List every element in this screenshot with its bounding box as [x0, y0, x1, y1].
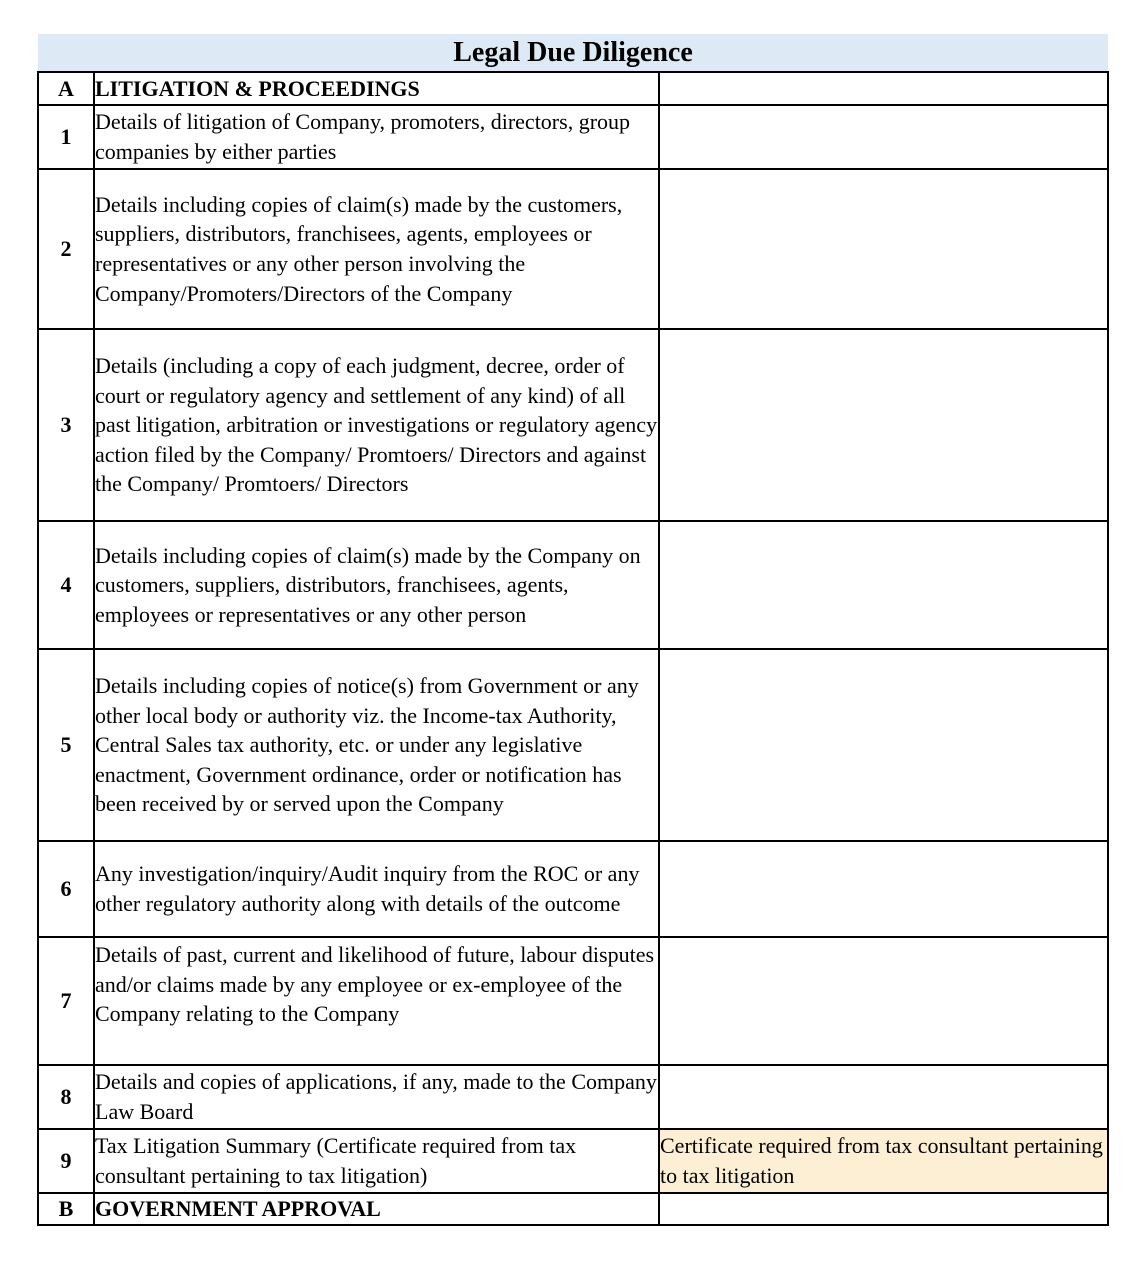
- row-number: 1: [38, 105, 94, 169]
- row-description: Details of past, current and likelihood of future, labour disputes and/or claims made by any employee or ex-employee of the Company relating to the Company: [94, 937, 659, 1065]
- table-row: [38, 1129, 1108, 1193]
- response-cell[interactable]: [659, 105, 1108, 169]
- row-number: 9: [38, 1129, 94, 1193]
- response-cell[interactable]: [659, 169, 1108, 329]
- response-cell[interactable]: [659, 649, 1108, 841]
- table-row: [38, 937, 1108, 1065]
- due-diligence-table: [37, 71, 1109, 1226]
- response-cell[interactable]: [659, 521, 1108, 649]
- section-heading: GOVERNMENT APPROVAL: [94, 1193, 659, 1225]
- response-cell[interactable]: [659, 329, 1108, 521]
- table-row: [38, 841, 1108, 937]
- row-description: Details of litigation of Company, promoters, directors, group companies by either parties: [94, 105, 659, 169]
- response-cell[interactable]: [659, 1193, 1108, 1225]
- response-cell-note[interactable]: Certificate required from tax consultant pertaining to tax litigation: [659, 1129, 1108, 1193]
- row-number: 4: [38, 521, 94, 649]
- row-description: Details and copies of applications, if any, made to the Company Law Board: [94, 1065, 659, 1129]
- row-number: 3: [38, 329, 94, 521]
- row-description: Any investigation/inquiry/Audit inquiry from the ROC or any other regulatory authority along with details of the outcome: [94, 841, 659, 937]
- table-row: [38, 169, 1108, 329]
- section-row-government-approval: [38, 1193, 1108, 1225]
- row-description: Details (including a copy of each judgment, decree, order of court or regulatory agency and settlement of any kind) of all past litigation, arbitration or investigations or regulatory agency action filed by the Company/ Promtoers/ Directors and against the Company/ Promtoers/ Directors: [94, 329, 659, 521]
- row-number: 2: [38, 169, 94, 329]
- table-row: [38, 1065, 1108, 1129]
- row-number: 5: [38, 649, 94, 841]
- row-description: Details including copies of claim(s) made by the Company on customers, suppliers, distributors, franchisees, agents, employees or representatives or any other person: [94, 521, 659, 649]
- row-description: Details including copies of notice(s) from Government or any other local body or authority viz. the Income-tax Authority, Central Sales tax authority, etc. or under any legislative enactment, Government ordinance, order or notification has been received by or served upon the Company: [94, 649, 659, 841]
- table-row: [38, 329, 1108, 521]
- table-row: [38, 521, 1108, 649]
- response-cell[interactable]: [659, 937, 1108, 1065]
- row-number: 6: [38, 841, 94, 937]
- row-description: Tax Litigation Summary (Certificate required from tax consultant pertaining to tax litigation): [94, 1129, 659, 1193]
- row-number: 7: [38, 937, 94, 1065]
- row-number: 8: [38, 1065, 94, 1129]
- response-cell[interactable]: [659, 841, 1108, 937]
- section-code: B: [38, 1193, 94, 1225]
- section-code: A: [38, 72, 94, 105]
- page-title: Legal Due Diligence: [38, 34, 1108, 71]
- section-heading: LITIGATION & PROCEEDINGS: [94, 72, 659, 105]
- response-cell[interactable]: [659, 72, 1108, 105]
- response-cell[interactable]: [659, 1065, 1108, 1129]
- section-row-litigation: [38, 72, 1108, 105]
- table-row: [38, 105, 1108, 169]
- row-description: Details including copies of claim(s) made by the customers, suppliers, distributors, franchisees, agents, employees or representatives or any other person involving the Company/Promoters/Directors of the Company: [94, 169, 659, 329]
- table-row: [38, 649, 1108, 841]
